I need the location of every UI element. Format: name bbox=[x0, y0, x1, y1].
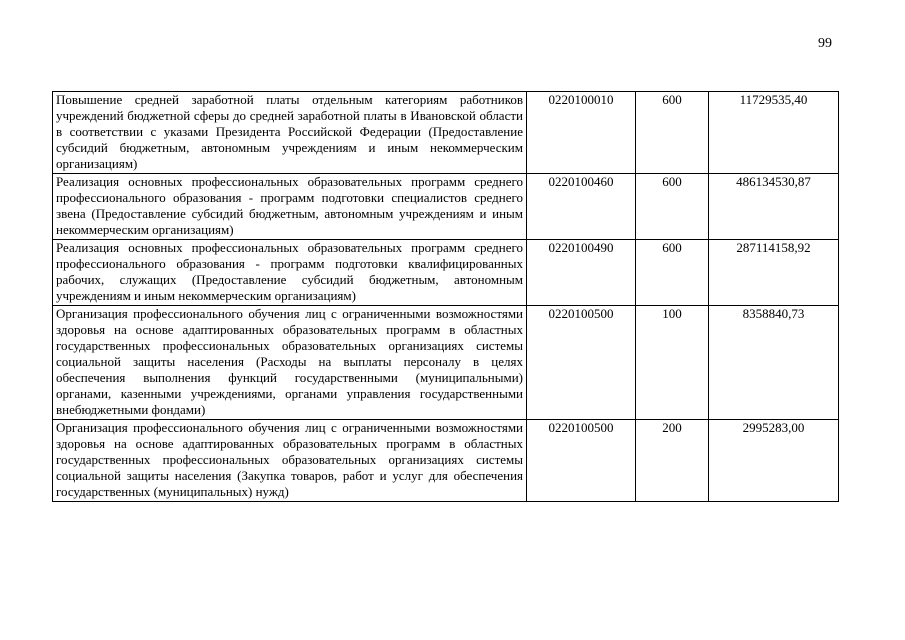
budget-table bbox=[52, 91, 839, 502]
row-amount: 2995283,00 bbox=[709, 420, 839, 502]
page-number: 99 bbox=[818, 36, 832, 51]
row-amount: 486134530,87 bbox=[709, 174, 839, 240]
row-amount: 11729535,40 bbox=[709, 92, 839, 174]
row-expense-type: 600 bbox=[636, 240, 709, 306]
row-expense-type: 200 bbox=[636, 420, 709, 502]
row-amount: 287114158,92 bbox=[709, 240, 839, 306]
row-description: Реализация основных профессиональных образовательных программ среднего профессионального образования - программ подготовки квалифицированных рабочих, служащих (Предоставление субсидий бюджетным, автономным учреждениям и иным некоммерческим организациям) bbox=[53, 240, 527, 306]
table-row bbox=[53, 92, 839, 174]
row-description: Повышение средней заработной платы отдельным категориям работников учреждений бюджетной сферы до средней заработной платы в Ивановской области в соответствии с указами Президента Российской Федерации (Предоставление субсидий бюджетным, автономным учреждениям и иным некоммерческим организациям) bbox=[53, 92, 527, 174]
row-target-code: 0220100490 bbox=[527, 240, 636, 306]
row-expense-type: 600 bbox=[636, 92, 709, 174]
row-target-code: 0220100500 bbox=[527, 420, 636, 502]
row-description: Реализация основных профессиональных образовательных программ среднего профессионального образования - программ подготовки специалистов среднего звена (Предоставление субсидий бюджетным, автономным учреждениям и иным некоммерческим организациям) bbox=[53, 174, 527, 240]
row-description: Организация профессионального обучения лиц с ограниченными возможностями здоровья на основе адаптированных образовательных программ в областных государственных профессиональных образовательных организациях системы социальной защиты населения (Расходы на выплаты персоналу в целях обеспечения выполнения функций государственными (муниципальными) органами, казенными учреждениями, органами управления государственными внебюджетными фондами) bbox=[53, 306, 527, 420]
table-row bbox=[53, 420, 839, 502]
row-amount: 8358840,73 bbox=[709, 306, 839, 420]
row-expense-type: 600 bbox=[636, 174, 709, 240]
row-target-code: 0220100460 bbox=[527, 174, 636, 240]
table-row bbox=[53, 174, 839, 240]
row-target-code: 0220100010 bbox=[527, 92, 636, 174]
row-description: Организация профессионального обучения лиц с ограниченными возможностями здоровья на основе адаптированных образовательных программ в областных государственных профессиональных образовательных организациях системы социальной защиты населения (Закупка товаров, работ и услуг для обеспечения государственных (муниципальных) нужд) bbox=[53, 420, 527, 502]
table-row bbox=[53, 240, 839, 306]
row-expense-type: 100 bbox=[636, 306, 709, 420]
table-row bbox=[53, 306, 839, 420]
row-target-code: 0220100500 bbox=[527, 306, 636, 420]
